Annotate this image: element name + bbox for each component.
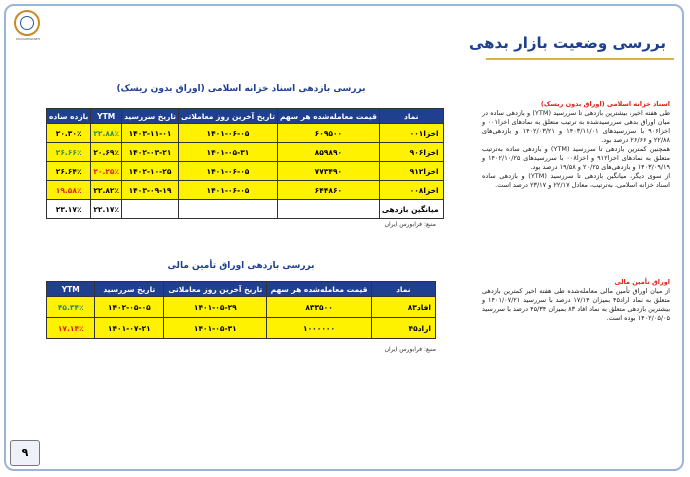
cell-maturity: ۱۴۰۲-۱۰-۲۵	[122, 162, 179, 181]
finance-commentary-heading: اوراق تأمین مالی	[614, 278, 670, 286]
finance-table-title: بررسی بازدهی اوراق تأمین مالی	[167, 261, 315, 271]
table-row	[47, 181, 444, 200]
treasury-table	[46, 108, 444, 219]
cell-price: ۱۰۰۰۰۰۰	[267, 318, 371, 339]
table-row	[47, 318, 436, 339]
treasury-commentary-heading: اسناد خزانه اسلامی (اوراق بدون ریسک)	[540, 100, 670, 108]
cell-symbol: اخزا۰۰۸	[379, 181, 443, 200]
cell-maturity: ۱۴۰۲-۰۳-۲۱	[122, 143, 179, 162]
cell-ytm: ۴۵.۳۴٪	[47, 297, 95, 318]
cell-maturity: ۱۴۰۳-۱۱-۰۱	[122, 124, 179, 143]
cell-ytm: ۲۰.۲۵٪	[91, 162, 122, 181]
average-row	[47, 200, 444, 219]
col-header: بازده ساده	[47, 109, 91, 124]
cell-last-trade: ۱۴۰۱-۰۶-۰۵	[178, 162, 277, 181]
table-row	[47, 124, 444, 143]
commentary-paragraph: همچنین کمترین بازدهی تا سررسید (YTM) و بازدهی ساده به‌ترتیب متعلق به نمادهای اخزا۹۱۲ و اخزا۰۰۸ با سررسیدهای ۱۴۰۲/۱۰/۲۵ و ۱۴۰۳/۰۹/۱۹ و بازدهی‌های ۲۰/۲۵ و ۱۹/۵۸ درصد بود.	[482, 145, 670, 171]
cell-price: ۶۰۹۵۰۰	[277, 124, 379, 143]
cell-ytm: ۲۰.۶۹٪	[91, 143, 122, 162]
col-header: تاریخ سررسید	[122, 109, 179, 124]
finance-source: منبع: فرابورس ایران	[384, 346, 436, 353]
cell-symbol: اخزا۹۱۲	[379, 162, 443, 181]
cell-last-trade: ۱۴۰۱-۰۵-۲۹	[164, 297, 267, 318]
cell-symbol: اخزا۰۰۱	[379, 124, 443, 143]
treasury-source: منبع: فرابورس ایران	[384, 221, 436, 228]
cell-maturity: ۱۴۰۳-۰۹-۱۹	[122, 181, 179, 200]
cell-ytm: ۲۲.۸۲٪	[91, 181, 122, 200]
avg-ytm: ۲۲.۱۷٪	[91, 200, 122, 219]
company-logo	[14, 10, 40, 36]
col-header: نماد	[371, 282, 435, 297]
page-title: بررسی وضعیت بازار بدهی	[468, 34, 666, 52]
cell-last-trade: ۱۴۰۱-۰۵-۳۱	[178, 143, 277, 162]
table-row	[47, 297, 436, 318]
col-header: تاریخ سررسید	[95, 282, 164, 297]
cell-last-trade: ۱۴۰۱-۰۶-۰۵	[178, 181, 277, 200]
page-frame	[4, 4, 684, 471]
cell-last-trade: ۱۴۰۱-۰۶-۰۵	[178, 124, 277, 143]
cell-simple-yield: ۱۹.۵۸٪	[47, 181, 91, 200]
cell-price: ۸۳۳۵۰۰	[267, 297, 371, 318]
commentary-paragraph: از سوی دیگر، میانگین بازدهی تا سررسید (YTM) و بازدهی ساده اسناد خزانه اسلامی، به‌ترتیب، معادل ۲۲/۱۷ و ۲۳/۱۷ درصد است.	[482, 172, 670, 189]
col-header: قیمت معامله‌شده هر سهم	[267, 282, 371, 297]
cell-maturity: ۱۴۰۲-۰۵-۰۵	[95, 297, 164, 318]
col-header: تاریخ آخرین روز معاملاتی	[164, 282, 267, 297]
cell-ytm: ۱۷.۱۴٪	[47, 318, 95, 339]
page-number: ۹	[10, 440, 40, 466]
commentary-paragraph: از میان اوراق تأمین مالی معامله‌شده طی هفته اخیر کمترین بازدهی متعلق به نماد اراد۴۵ بمیزان ۱۷/۱۴ درصد با سررسید ۱۴۰۱/۰۷/۲۱ و بیشترین بازدهی متعلق به نماد افاد ۸۳ بمیزان ۴۵/۳۴ درصد با سررسید ۱۴۰۲/۰۵/۰۵ بوده است.	[482, 287, 671, 322]
logo-caption: KHAVARMIANEH	[15, 37, 40, 41]
col-header: YTM	[47, 282, 95, 297]
cell-symbol: اخزا۹۰۶	[379, 143, 443, 162]
table-row	[47, 143, 444, 162]
col-header: نماد	[379, 109, 443, 124]
finance-table	[46, 281, 436, 339]
finance-header-row	[47, 282, 436, 297]
cell-price: ۶۴۴۸۶۰	[277, 181, 379, 200]
cell-simple-yield: ۲۶.۶۶٪	[47, 143, 91, 162]
cell-symbol: افاد۸۳	[371, 297, 435, 318]
avg-label: میانگین بازدهی	[379, 200, 443, 219]
cell-maturity: ۱۴۰۱-۰۷-۲۱	[95, 318, 164, 339]
cell-simple-yield: ۲۶.۶۴٪	[47, 162, 91, 181]
cell-symbol: اراد۴۵	[371, 318, 435, 339]
commentary-paragraph: طی هفته اخیر، بیشترین بازدهی تا سررسید (YTM) و بازدهی ساده در میان اوراق بدهی سررسیدشده به ترتیب متعلق به نمادهای اخزا۰۰۱ و اخزا۹۰۶ با سررسیدهای ۱۴۰۳/۱۱/۰۱ و ۱۴۰۲/۰۳/۲۱ و بازدهی‌های ۲۲/۸۸ و ۲۶/۶۶ درصد بود.	[482, 109, 670, 144]
cell-simple-yield: ۲۰.۳۰٪	[47, 124, 91, 143]
col-header: تاریخ آخرین روز معاملاتی	[178, 109, 277, 124]
table-row	[47, 162, 444, 181]
treasury-table-title: بررسی بازدهی اسناد خزانه اسلامی (اوراق بدون ریسک)	[116, 84, 366, 94]
title-underline	[486, 58, 674, 60]
cell-last-trade: ۱۴۰۱-۰۵-۳۱	[164, 318, 267, 339]
avg-simple-yield: ۲۳.۱۷٪	[47, 200, 91, 219]
col-header: قیمت معامله‌شده هر سهم	[277, 109, 379, 124]
cell-ytm: ۲۲.۸۸٪	[91, 124, 122, 143]
col-header: YTM	[91, 109, 122, 124]
treasury-header-row	[47, 109, 444, 124]
cell-price: ۸۵۹۸۹۰	[277, 143, 379, 162]
treasury-commentary	[482, 100, 670, 190]
cell-price: ۷۷۳۴۹۰	[277, 162, 379, 181]
finance-commentary	[482, 278, 670, 323]
